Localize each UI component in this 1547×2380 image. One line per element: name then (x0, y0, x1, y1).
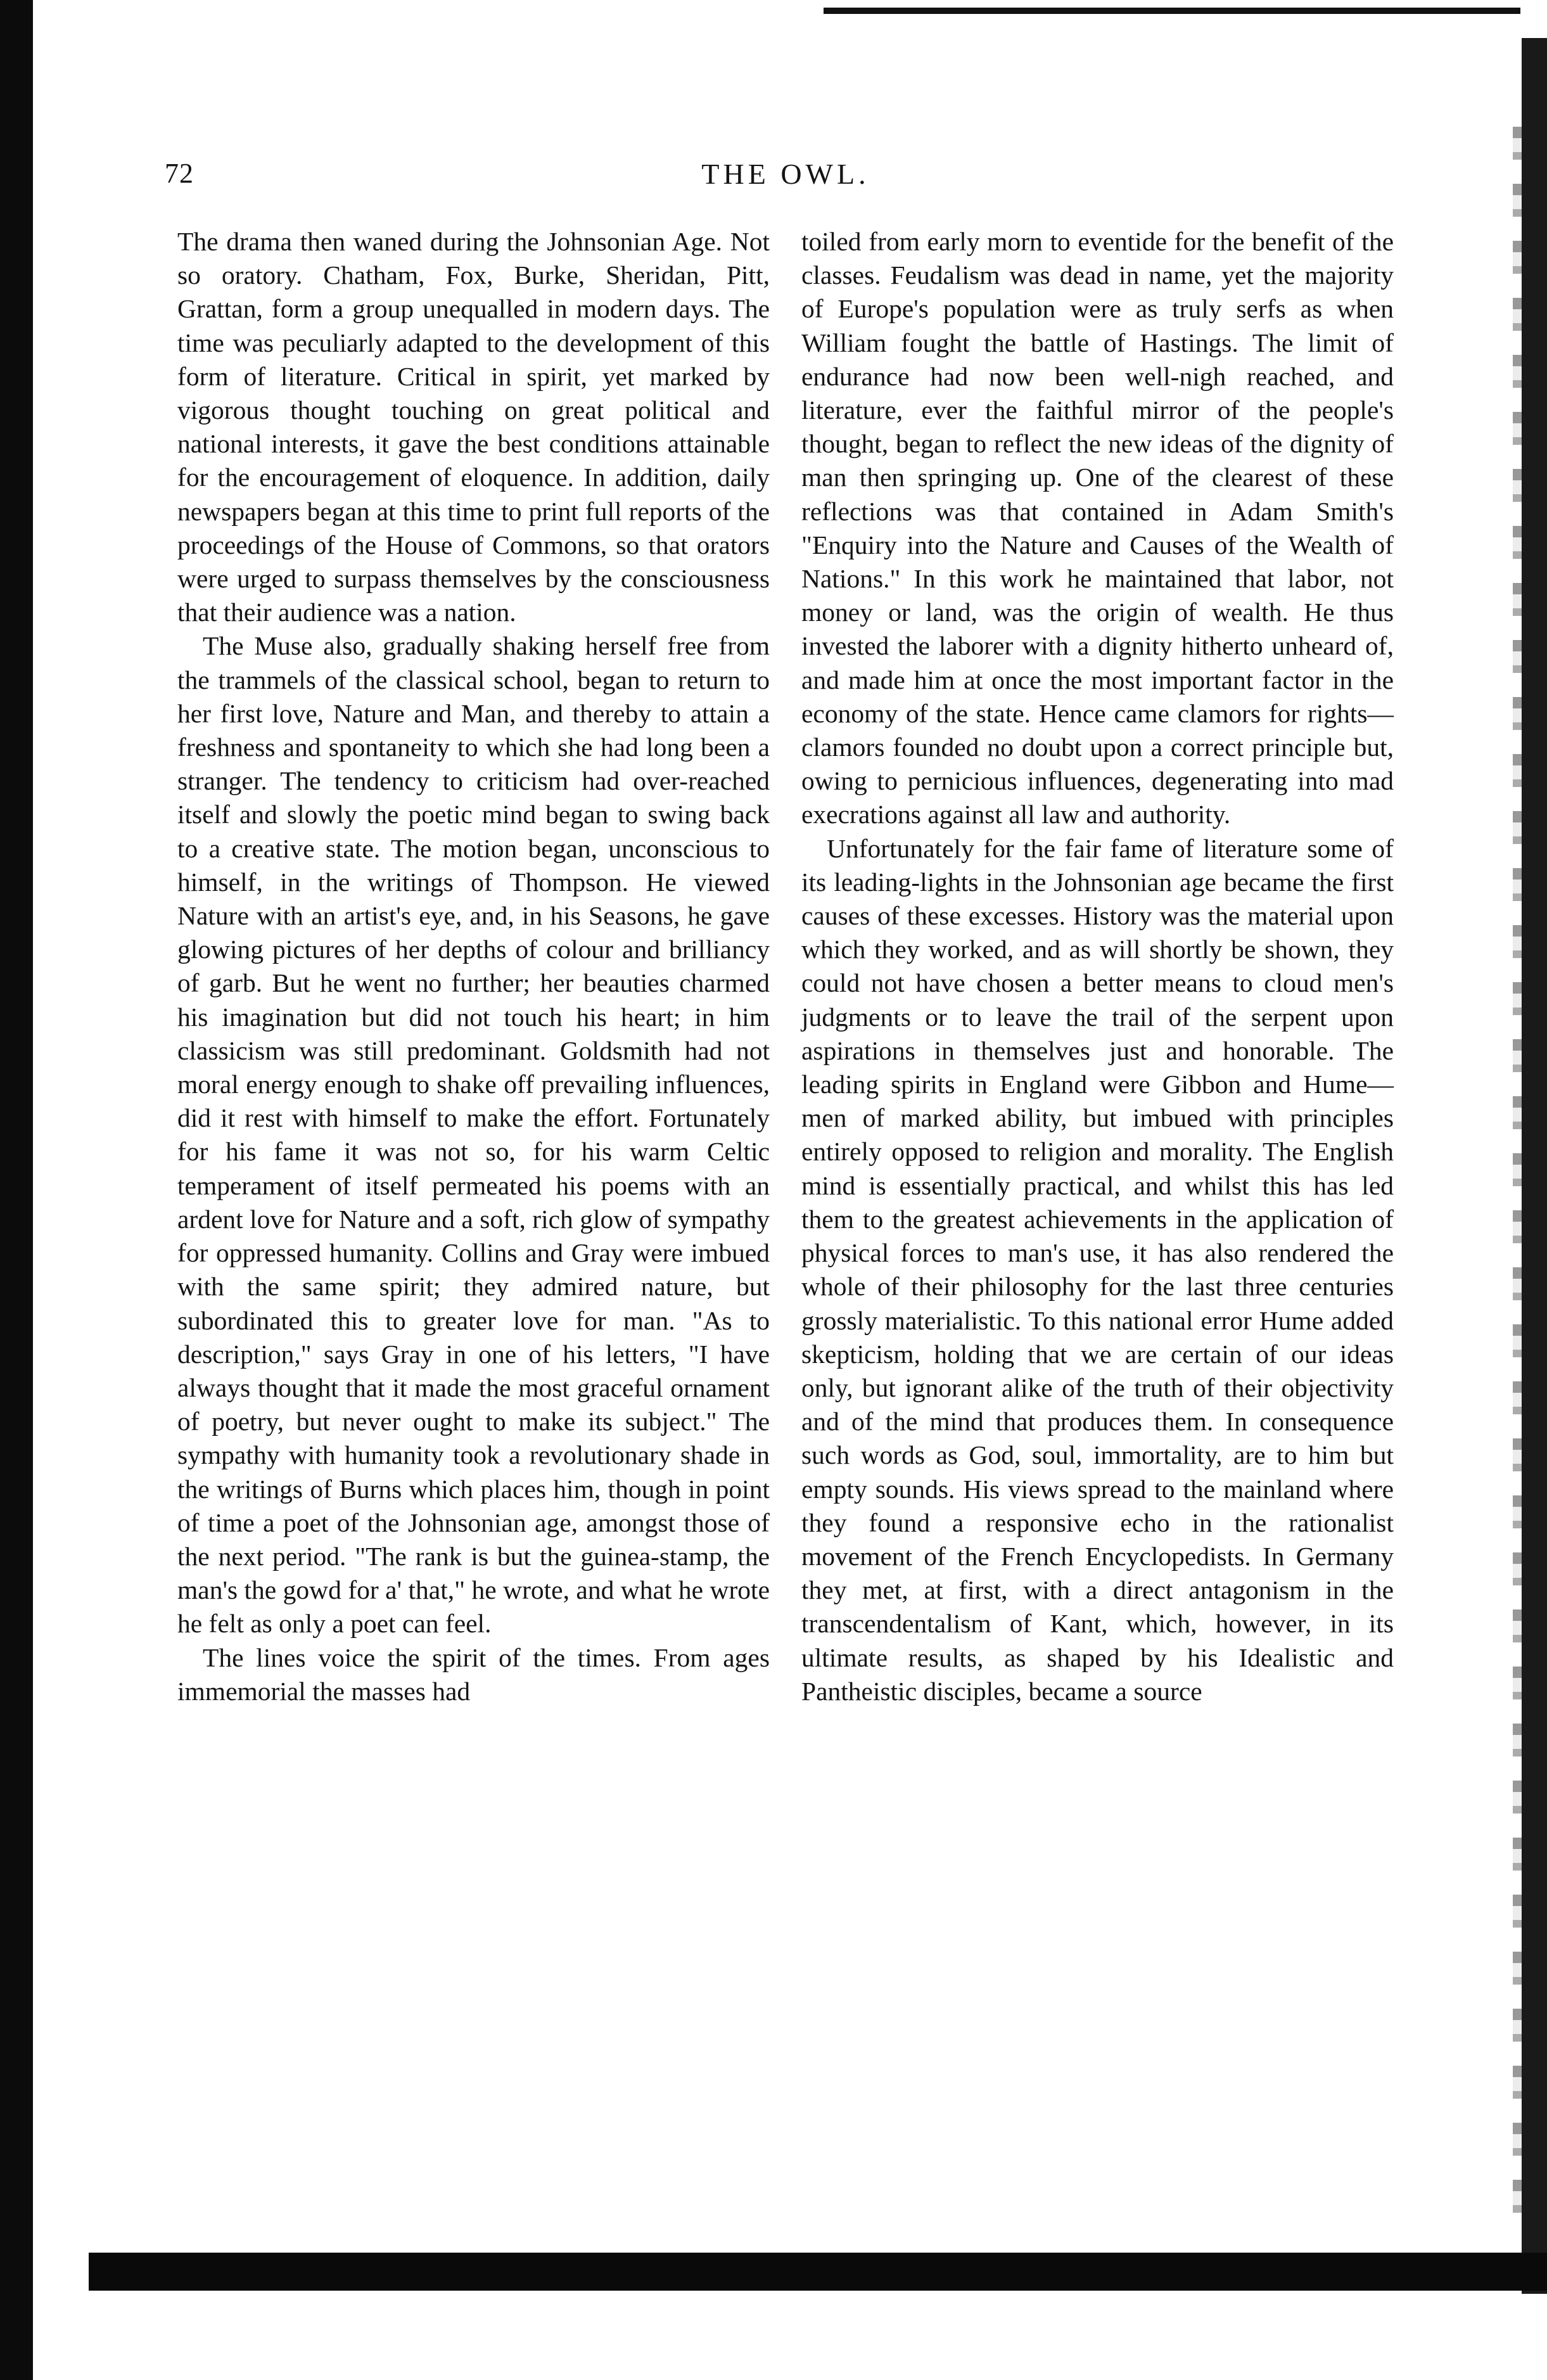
paragraph: toiled from early morn to eventide for the benefit of the classes. Feudalism was dead in name, yet the majority of Europe's population were as truly serfs as when William fought the battle of Hastings. The limit of endurance had now been well-nigh reached, and literature, ever the faithful mirror of the people's thought, began to reflect the new ideas of the dignity of man then springing up. One of the clearest of these reflections was that contained in Adam Smith's "Enquiry into the Nature and Causes of the Wealth of Nations." In this work he maintained that labor, not money or land, was the origin of wealth. He thus invested the laborer with a dignity hitherto unheard of, and made him at once the most important factor in the economy of the state. Hence came clamors for rights—clamors founded no doubt upon a correct principle but, owing to pernicious influences, degenerating into mad execrations against all law and authority. (801, 227, 1394, 829)
page-header (165, 157, 1406, 202)
right-column (801, 225, 1394, 1708)
paragraph: The drama then waned during the Johnsonian Age. Not so oratory. Chatham, Fox, Burke, Sheridan, Pitt, Grattan, form a group unequalled in modern days. The time was peculiarly adapted to the development of this form of literature. Critical in spirit, yet marked by vigorous thought touching on great political and national interests, it gave the best conditions attainable for the encouragement of eloquence. In addition, daily newspapers began at this time to print full reports of the proceedings of the House of Commons, so that orators were urged to surpass themselves by the consciousness that their audience was a nation. (177, 227, 770, 627)
paragraph: Unfortunately for the fair fame of literature some of its leading-lights in the Johnsonian age became the first causes of these excesses. History was the material upon which they worked, and as will shortly be shown, they could not have chosen a better means to cloud men's judgments or to leave the trail of the serpent upon aspirations in themselves just and honorable. The leading spirits in England were Gibbon and Hume—men of marked ability, but imbued with principles entirely opposed to religion and morality. The English mind is essentially practical, and whilst this has led them to the greatest achievements in the application of physical forces to man's use, it has also rendered the whole of their philosophy for the last three centuries grossly materialistic. To this national error Hume added skepticism, holding that we are certain of our ideas only, but ignorant alike of the truth of their objectivity and of the mind that produces them. In consequence such words as God, soul, immortality, are to him but empty sounds. His views spread to the mainland where they found a responsive echo in the rationalist movement of the French Encyclopedists. In Germany they met, at first, with a direct antagonism in the transcendentalism of Kant, which, however, in its ultimate results, as shaped by his Idealistic and Pantheistic disciples, became a source (801, 833, 1394, 1706)
scan-top-rule (824, 8, 1520, 14)
running-title: THE OWL. (701, 158, 870, 190)
paragraph: The lines voice the spirit of the times. From ages immemorial the masses had (177, 1642, 770, 1706)
scan-edge-right (1522, 38, 1547, 2294)
scan-edge-right-shadow (1513, 127, 1522, 2218)
scan-edge-left (0, 0, 33, 2380)
scan-bottom-band (89, 2253, 1547, 2291)
page-number: 72 (165, 158, 194, 189)
paragraph: The Muse also, gradually shaking herself free from the trammels of the classical school, began to return to her first love, Nature and Man, and thereby to attain a freshness and spontaneity to which she had long been a stranger. The tendency to criticism had over-reached itself and slowly the poetic mind began to swing back to a creative state. The motion began, unconscious to himself, in the writings of Thompson. He viewed Nature with an artist's eye, and, in his Seasons, he gave glowing pictures of her depths of colour and brilliancy of garb. But he went no further; her beauties charmed his imagination but did not touch his heart; in him classicism was still predominant. Goldsmith had not moral energy enough to shake off prevailing influences, did it rest with himself to make the effort. Fortunately for his fame it was not so, for his warm Celtic temperament of itself permeated his poems with an ardent love for Nature and a soft, rich glow of sympathy for oppressed humanity. Collins and Gray were imbued with the same spirit; they admired nature, but subordinated this to greater love for man. "As to description," says Gray in one of his letters, "I have always thought that it made the most graceful ornament of poetry, but never ought to make its subject." The sympathy with humanity took a revolutionary shade in the writings of Burns which places him, though in point of time a poet of the Johnsonian age, amongst those of the next period. "The rank is but the guinea-stamp, the man's the gowd for a' that," he wrote, and what he wrote he felt as only a poet can feel. (177, 631, 770, 1639)
left-column (177, 225, 770, 1708)
